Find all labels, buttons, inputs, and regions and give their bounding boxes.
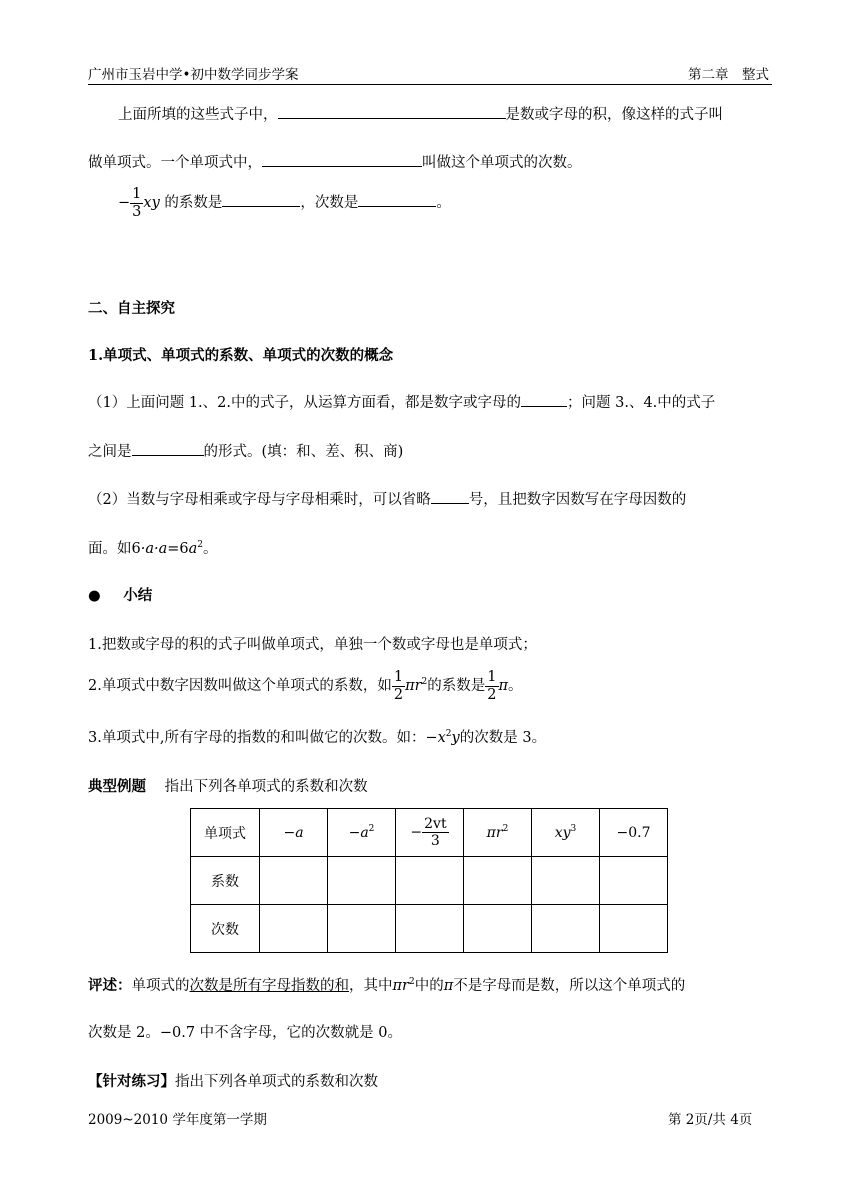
answer-cell[interactable]	[532, 857, 600, 905]
table-header-cell: 系数	[191, 857, 260, 905]
fraction-expression: $\frac{1}{2}$ $\pi r^2$	[393, 669, 428, 703]
intro-line-1-a: 上面所填的这些式子中，	[118, 107, 278, 123]
example-text: 指出下列各单项式的系数和次数	[164, 779, 368, 795]
answer-blank	[521, 392, 567, 408]
answer-blank	[278, 104, 506, 120]
summary-heading	[88, 584, 152, 605]
table-row	[191, 905, 668, 953]
underlined-text: 次数是所有字母指数的和	[189, 978, 349, 994]
practice-text: 指出下列各单项式的系数和次数	[175, 1074, 378, 1090]
answer-blank	[431, 489, 469, 505]
answer-cell[interactable]	[328, 905, 396, 953]
answer-cell[interactable]	[260, 857, 328, 905]
monomial-cell: − $\frac{2vt}{3}$	[396, 809, 464, 857]
intro-line-3	[118, 186, 451, 220]
answer-cell[interactable]	[260, 905, 328, 953]
table-header-cell: 单项式	[191, 809, 260, 857]
practice-label: 【针对练习】	[88, 1073, 175, 1090]
example-monomial: $-x^2y$	[425, 729, 460, 746]
table-row	[191, 809, 668, 857]
summary-item-1: 1.把数或字母的积的式子叫做单项式，单独一个数或字母也是单项式；	[88, 637, 537, 653]
paragraph-1-line-2: 之间是 的形式。(填：和、差、积、商)	[88, 440, 403, 461]
answer-blank	[262, 152, 422, 168]
header-right: 第二章 整式	[688, 67, 769, 83]
monomial-cell: $-a^2$	[328, 809, 396, 857]
example-heading	[88, 775, 368, 796]
paragraph-2-line-2: 面。如$6\cdot a\cdot a=6a^2$。	[88, 540, 218, 557]
intro-line-1-b: 是数或字母的积，像这样的式子叫	[505, 107, 723, 123]
table-row	[191, 857, 668, 905]
intro-line-2-a: 做单项式。一个单项式中，	[88, 155, 262, 171]
answer-blank	[222, 192, 300, 208]
answer-blank	[132, 441, 204, 457]
intro-line-3-a: 的系数是	[164, 195, 223, 212]
practice-heading	[88, 1070, 378, 1091]
answer-cell[interactable]	[600, 905, 668, 953]
comment-line-2: 次数是 2。−0.7 中不含字母，它的次数就是 0。	[88, 1025, 402, 1041]
fraction-expression: − $\frac{1}{3}$ xy	[118, 186, 160, 220]
monomial-cell: $xy^3$	[532, 809, 600, 857]
comment-label: 评述：	[88, 977, 132, 994]
paragraph-1-line-1: （1）上面问题 1.、2.中的式子，从运算方面看，都是数字或字母的 ；问题 3.、4.中的式子	[88, 391, 715, 412]
answer-cell[interactable]	[396, 857, 464, 905]
example-table	[190, 808, 668, 953]
monomial-cell: $\pi r^2$	[464, 809, 532, 857]
summary-item-2: 2.单项式中数字因数叫做这个单项式的系数，如 $\frac{1}{2}$ $\pi r^2$的系数是 $\frac{1}{2}$ π。	[88, 669, 523, 703]
intro-line-1	[118, 103, 723, 124]
answer-cell[interactable]	[464, 857, 532, 905]
answer-cell[interactable]	[396, 905, 464, 953]
table-header-cell: 次数	[191, 905, 260, 953]
answer-blank	[358, 192, 436, 208]
monomial-cell: −0.7	[600, 809, 668, 857]
intro-line-3-c: 。	[436, 195, 451, 212]
answer-cell[interactable]	[532, 905, 600, 953]
comment-line-1: 评述：单项式的次数是所有字母指数的和，其中$\pi r^2$中的π不是字母而是数，所以这个单项式的	[88, 977, 686, 994]
footer-right: 第 2页/共 4页	[668, 1112, 753, 1128]
example-equation: $6\cdot a\cdot a=6a^2$	[131, 540, 204, 557]
header-rule	[88, 84, 772, 85]
summary-title: 小结	[123, 587, 153, 604]
paragraph-2-line-1: （2）当数与字母相乘或字母与字母相乘时，可以省略 号，且把数字因数写在字母因数的	[88, 488, 686, 509]
section-subtitle: 1.单项式、单项式的系数、单项式的次数的概念	[88, 347, 394, 364]
answer-cell[interactable]	[464, 905, 532, 953]
intro-line-2	[88, 151, 582, 172]
fraction-expression: $\frac{1}{2}$ π	[487, 669, 509, 703]
intro-line-3-b: ，次数是	[300, 195, 359, 212]
example-label: 典型例题	[88, 778, 146, 795]
pi-symbol: π	[443, 978, 454, 994]
summary-item-3: 3.单项式中,所有字母的指数的和叫做它的次数。如：$-x^2y$的次数是 3。	[88, 729, 547, 746]
footer-left: 2009~2010 学年度第一学期	[88, 1112, 267, 1128]
header-left: 广州市玉岩中学•初中数学同步学案	[88, 67, 299, 83]
bullet-icon: ●	[88, 588, 101, 604]
answer-cell[interactable]	[328, 857, 396, 905]
section-title: 二、自主探究	[88, 300, 175, 317]
answer-cell[interactable]	[600, 857, 668, 905]
example-monomial: $\pi r^2$	[392, 977, 415, 994]
intro-line-2-b: 叫做这个单项式的次数。	[422, 155, 582, 171]
monomial-cell: −a	[260, 809, 328, 857]
